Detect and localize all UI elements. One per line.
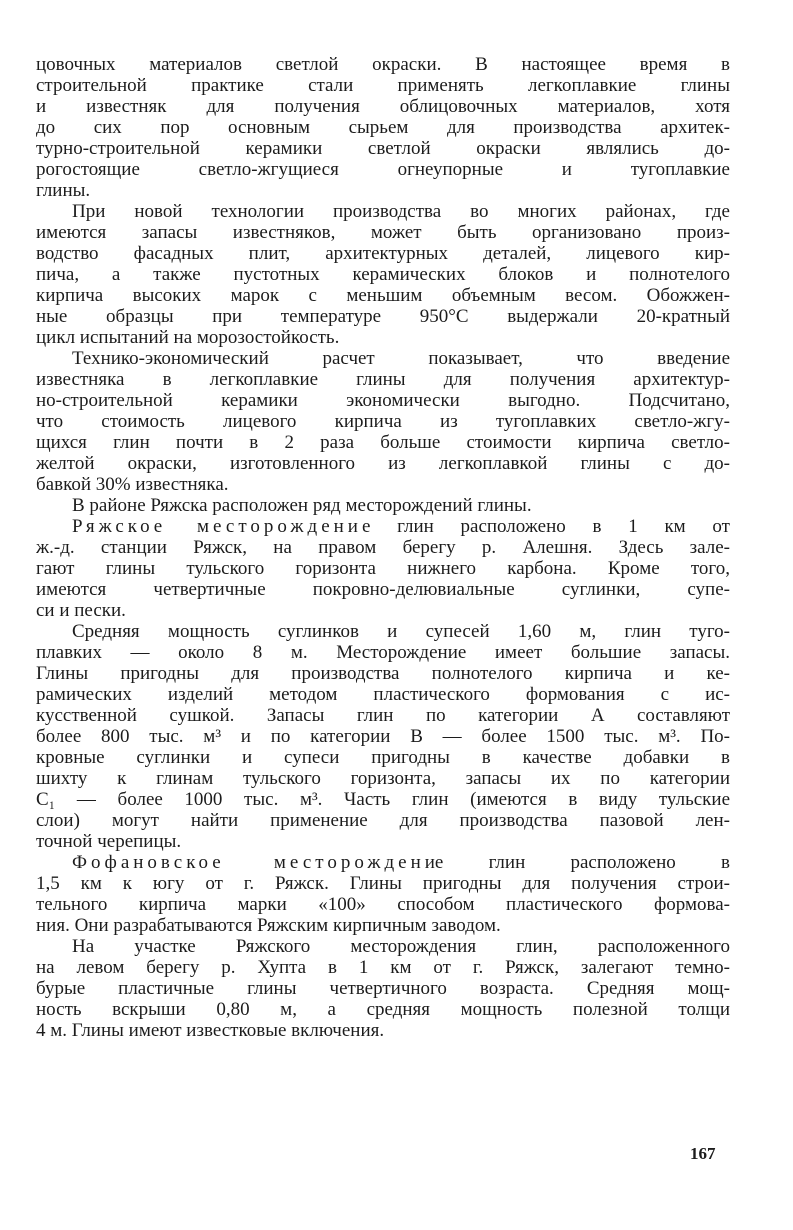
text-line: глины. bbox=[36, 180, 91, 201]
paragraph bbox=[36, 852, 730, 936]
text-line: 1,5 км к югу от г. Ряжск. Глины пригодны для получения строи- bbox=[36, 873, 730, 894]
text-line: си и пески. bbox=[36, 600, 126, 621]
text-line: имеются запасы известняков, может быть организовано произ- bbox=[36, 222, 730, 243]
text-line: кровные суглинки и супеси пригодны в качестве добавки в bbox=[36, 747, 730, 768]
page-number: 167 bbox=[690, 1144, 716, 1163]
text-line: слои) могут найти применение для производства пазовой лен- bbox=[36, 810, 730, 831]
text-line: бавкой 30% известняка. bbox=[36, 474, 229, 495]
paragraph bbox=[36, 495, 730, 516]
text-line: турно-строительной керамики светлой окраски являлись до- bbox=[36, 138, 730, 159]
text-line: имеются четвертичные покровно-делювиальные суглинки, супе- bbox=[36, 579, 730, 600]
text-line: рогостоящие светло-жгущиеся огнеупорные и тугоплавкие bbox=[36, 159, 730, 180]
text-line: Технико-экономический расчет показывает, что введение bbox=[72, 348, 730, 369]
paragraph bbox=[36, 348, 730, 495]
text-line: более 800 тыс. м³ и по категории В — более 1500 тыс. м³. По- bbox=[36, 726, 730, 747]
text-line: бурые пластичные глины четвертичного возраста. Средняя мощ- bbox=[36, 978, 730, 999]
paragraph bbox=[36, 936, 730, 1041]
text-line: желтой окраски, изготовленного из легкоплавкой глины с до- bbox=[36, 453, 730, 474]
text-line: На участке Ряжского месторождения глин, расположенного bbox=[72, 936, 730, 957]
text-line: ные образцы при температуре 950°С выдержали 20-кратный bbox=[36, 306, 730, 327]
paragraph bbox=[36, 621, 730, 852]
text-line: что стоимость лицевого кирпича из тугоплавких светло-жгу- bbox=[36, 411, 730, 432]
text-line: рамических изделий методом пластического формования с ис- bbox=[36, 684, 730, 705]
text-line: Ряжское месторождение глин расположено в 1 км от bbox=[72, 516, 730, 537]
text-line: С₁ — более 1000 тыс. м³. Часть глин (имеются в виду тульские bbox=[36, 789, 730, 810]
text-line: точной черепицы. bbox=[36, 831, 182, 852]
text-line: ния. Они разрабатываются Ряжским кирпичным заводом. bbox=[36, 915, 501, 936]
text-line: щихся глин почти в 2 раза больше стоимости кирпича светло- bbox=[36, 432, 730, 453]
text-line: цикл испытаний на морозостойкость. bbox=[36, 327, 340, 348]
paragraph bbox=[36, 201, 730, 348]
page-body bbox=[36, 54, 730, 1041]
text-line: тельного кирпича марки «100» способом пластического формова- bbox=[36, 894, 730, 915]
text-line: 4 м. Глины имеют известковые включения. bbox=[36, 1020, 385, 1041]
text-line: пича, а также пустотных керамических блоков и полнотелого bbox=[36, 264, 730, 285]
text-line: кирпича высоких марок с меньшим объемным весом. Обожжен- bbox=[36, 285, 730, 306]
deposit-name: Ряжское месторождени bbox=[72, 516, 362, 537]
text-line: но-строительной керамики экономически выгодно. Подсчитано, bbox=[36, 390, 730, 411]
text-line: до сих пор основным сырьем для производства архитек- bbox=[36, 117, 730, 138]
text-line: известняка в легкоплавкие глины для получения архитектур- bbox=[36, 369, 730, 390]
deposit-name: Фофановское месторожден bbox=[72, 852, 425, 873]
text-line: и известняк для получения облицовочных материалов, хотя bbox=[36, 96, 730, 117]
text-line: ж.-д. станции Ряжск, на правом берегу р. Алешня. Здесь зале- bbox=[36, 537, 730, 558]
text-line: В районе Ряжска расположен ряд месторождений глины. bbox=[72, 495, 532, 516]
text-line: Средняя мощность суглинков и супесей 1,60 м, глин туго- bbox=[72, 621, 730, 642]
text-line: строительной практике стали применять легкоплавкие глины bbox=[36, 75, 730, 96]
text-column bbox=[36, 54, 730, 1041]
paragraph bbox=[36, 516, 730, 621]
text-line: шихту к глинам тульского горизонта, запасы их по категории bbox=[36, 768, 730, 789]
text-line: гают глины тульского горизонта нижнего карбона. Кроме того, bbox=[36, 558, 730, 579]
text-line: на левом берегу р. Хупта в 1 км от г. Ряжск, залегают темно- bbox=[36, 957, 730, 978]
text-line: ность вскрыши 0,80 м, а средняя мощность полезной толщи bbox=[36, 999, 730, 1020]
paragraph bbox=[36, 54, 730, 201]
text-line: При новой технологии производства во многих районах, где bbox=[72, 201, 730, 222]
text-line: плавких — около 8 м. Месторождение имеет большие запасы. bbox=[36, 642, 730, 663]
text-line: Глины пригодны для производства полнотелого кирпича и ке- bbox=[36, 663, 730, 684]
text-line: водство фасадных плит, архитектурных деталей, лицевого кир- bbox=[36, 243, 730, 264]
text-line: кусственной сушкой. Запасы глин по категории А составляют bbox=[36, 705, 730, 726]
text-line: цовочных материалов светлой окраски. В настоящее время в bbox=[36, 54, 730, 75]
text-line: Фофановское месторождение глин расположено в bbox=[72, 852, 730, 873]
